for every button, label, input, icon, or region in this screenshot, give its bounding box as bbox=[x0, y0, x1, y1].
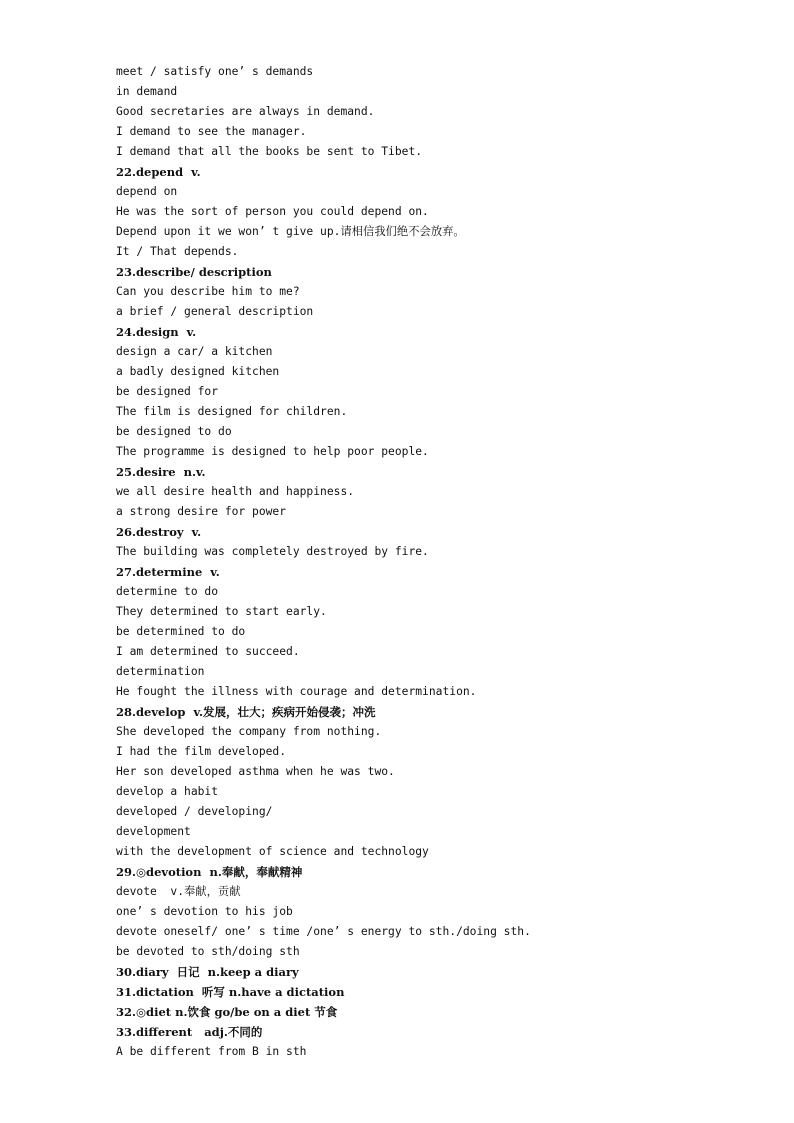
text-line: determination bbox=[116, 665, 205, 678]
entry-heading: 31.dictation 听写 n.have a dictation bbox=[116, 985, 345, 999]
text-line: be designed to do bbox=[116, 425, 232, 438]
text-line: He fought the illness with courage and determination. bbox=[116, 685, 477, 698]
text-line: development bbox=[116, 825, 191, 838]
text-line: one’ s devotion to his job bbox=[116, 905, 293, 918]
text-line: I demand to see the manager. bbox=[116, 125, 307, 138]
text-line: devote v.奉献，贡献 bbox=[116, 885, 241, 898]
text-line: determine to do bbox=[116, 585, 219, 598]
document-page bbox=[116, 62, 776, 1062]
text-line: develop a habit bbox=[116, 785, 219, 798]
text-line: a strong desire for power bbox=[116, 505, 287, 518]
text-line: a badly designed kitchen bbox=[116, 365, 280, 378]
text-line: I am determined to succeed. bbox=[116, 645, 300, 658]
text-line: Can you describe him to me? bbox=[116, 285, 300, 298]
text-line: He was the sort of person you could depend on. bbox=[116, 205, 429, 218]
entry-heading: 27.determine v. bbox=[116, 565, 220, 579]
text-line: be designed for bbox=[116, 385, 219, 398]
text-line: Depend upon it we won’ t give up.请相信我们绝不会放弃。 bbox=[116, 225, 465, 238]
text-line: The building was completely destroyed by fire. bbox=[116, 545, 429, 558]
entry-heading: 25.desire n.v. bbox=[116, 465, 206, 479]
text-line: Her son developed asthma when he was two. bbox=[116, 765, 395, 778]
text-line: be determined to do bbox=[116, 625, 246, 638]
text-line: in demand bbox=[116, 85, 178, 98]
entry-heading: 28.develop v.发展，壮大；疾病开始侵袭；冲洗 bbox=[116, 705, 376, 719]
text-line: The programme is designed to help poor people. bbox=[116, 445, 429, 458]
text-line: They determined to start early. bbox=[116, 605, 327, 618]
text-line: developed / developing/ bbox=[116, 805, 273, 818]
text-line: we all desire health and happiness. bbox=[116, 485, 355, 498]
text-line: devote oneself/ one’ s time /one’ s energy to sth./doing sth. bbox=[116, 925, 531, 938]
entry-heading: 23.describe/ description bbox=[116, 265, 272, 279]
text-line: I demand that all the books be sent to Tibet. bbox=[116, 145, 423, 158]
entry-heading: 22.depend v. bbox=[116, 165, 201, 179]
entry-heading: 30.diary 日记 n.keep a diary bbox=[116, 965, 299, 979]
text-line: with the development of science and technology bbox=[116, 845, 429, 858]
text-line: A be different from B in sth bbox=[116, 1045, 307, 1058]
text-line: be devoted to sth/doing sth bbox=[116, 945, 300, 958]
entry-heading: 29.◎devotion n.奉献，奉献精神 bbox=[116, 865, 303, 879]
text-line: meet / satisfy one’ s demands bbox=[116, 65, 314, 78]
entry-heading: 24.design v. bbox=[116, 325, 197, 339]
text-line: The film is designed for children. bbox=[116, 405, 348, 418]
text-line: design a car/ a kitchen bbox=[116, 345, 273, 358]
text-line: She developed the company from nothing. bbox=[116, 725, 382, 738]
entry-heading: 33.different adj.不同的 bbox=[116, 1025, 263, 1039]
text-line: depend on bbox=[116, 185, 178, 198]
text-line: a brief / general description bbox=[116, 305, 314, 318]
entry-heading: 26.destroy v. bbox=[116, 525, 202, 539]
text-line: I had the film developed. bbox=[116, 745, 287, 758]
text-line: It / That depends. bbox=[116, 245, 239, 258]
entry-heading: 32.◎diet n.饮食 go/be on a diet 节食 bbox=[116, 1005, 338, 1019]
text-line: Good secretaries are always in demand. bbox=[116, 105, 375, 118]
